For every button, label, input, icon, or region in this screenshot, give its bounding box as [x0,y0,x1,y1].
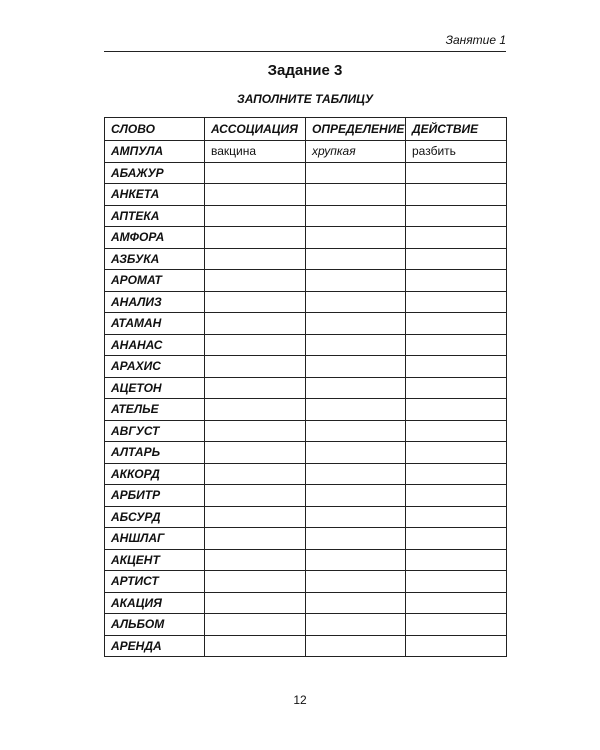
example-action: разбить [406,141,507,163]
action-cell[interactable] [406,248,507,270]
definition-cell[interactable] [306,184,406,206]
example-word: АМПУЛА [105,141,205,163]
action-cell[interactable] [406,506,507,528]
example-association: вакцина [205,141,306,163]
action-cell[interactable] [406,334,507,356]
word-cell: АПТЕКА [105,205,205,227]
action-cell[interactable] [406,162,507,184]
definition-cell[interactable] [306,227,406,249]
word-cell: АВГУСТ [105,420,205,442]
association-cell[interactable] [205,420,306,442]
table-row [105,205,507,227]
column-header-word: СЛОВО [105,118,205,141]
table-row [105,635,507,657]
word-cell: АЛЬБОМ [105,614,205,636]
definition-cell[interactable] [306,485,406,507]
association-cell[interactable] [205,463,306,485]
word-cell: АТАМАН [105,313,205,335]
definition-cell[interactable] [306,635,406,657]
table-row [105,356,507,378]
table-row [105,184,507,206]
action-cell[interactable] [406,592,507,614]
definition-cell[interactable] [306,549,406,571]
table-row [105,442,507,464]
table-header-row [105,118,507,141]
table-row [105,463,507,485]
definition-cell[interactable] [306,442,406,464]
word-cell: АКЦЕНТ [105,549,205,571]
action-cell[interactable] [406,377,507,399]
example-row [105,141,507,163]
action-cell[interactable] [406,420,507,442]
lesson-header: Занятие 1 [445,33,506,47]
page-number: 12 [293,693,307,707]
example-definition: хрупкая [306,141,406,163]
table-row [105,291,507,313]
action-cell[interactable] [406,571,507,593]
word-cell: АКАЦИЯ [105,592,205,614]
association-cell[interactable] [205,313,306,335]
word-cell: АБСУРД [105,506,205,528]
association-cell[interactable] [205,356,306,378]
word-cell: АМФОРА [105,227,205,249]
table-row [105,270,507,292]
table-row [105,313,507,335]
action-cell[interactable] [406,270,507,292]
definition-cell[interactable] [306,205,406,227]
definition-cell[interactable] [306,313,406,335]
word-cell: АРАХИС [105,356,205,378]
table-row [105,248,507,270]
table-row [105,506,507,528]
worksheet-table [104,117,507,657]
definition-cell[interactable] [306,377,406,399]
column-header-definition: ОПРЕДЕЛЕНИЕ [306,118,406,141]
association-cell[interactable] [205,442,306,464]
table-row [105,614,507,636]
action-cell[interactable] [406,399,507,421]
word-cell: АККОРД [105,463,205,485]
association-cell[interactable] [205,549,306,571]
action-cell[interactable] [406,442,507,464]
definition-cell[interactable] [306,399,406,421]
association-cell[interactable] [205,635,306,657]
word-cell: АНАЛИЗ [105,291,205,313]
action-cell[interactable] [406,356,507,378]
definition-cell[interactable] [306,592,406,614]
association-cell[interactable] [205,334,306,356]
action-cell[interactable] [406,549,507,571]
association-cell[interactable] [205,614,306,636]
column-header-action: ДЕЙСТВИЕ [406,118,507,141]
table-row [105,162,507,184]
action-cell[interactable] [406,291,507,313]
association-cell[interactable] [205,528,306,550]
action-cell[interactable] [406,614,507,636]
association-cell[interactable] [205,205,306,227]
word-cell: АЗБУКА [105,248,205,270]
definition-cell[interactable] [306,571,406,593]
word-cell: АРТИСТ [105,571,205,593]
table-row [105,528,507,550]
association-cell[interactable] [205,399,306,421]
definition-cell[interactable] [306,614,406,636]
association-cell[interactable] [205,184,306,206]
action-cell[interactable] [406,485,507,507]
association-cell[interactable] [205,270,306,292]
association-cell[interactable] [205,485,306,507]
definition-cell[interactable] [306,270,406,292]
association-cell[interactable] [205,592,306,614]
action-cell[interactable] [406,528,507,550]
definition-cell[interactable] [306,528,406,550]
action-cell[interactable] [406,313,507,335]
action-cell[interactable] [406,635,507,657]
word-cell: АТЕЛЬЕ [105,399,205,421]
association-cell[interactable] [205,571,306,593]
table-row [105,399,507,421]
definition-cell[interactable] [306,356,406,378]
association-cell[interactable] [205,248,306,270]
table-row [105,420,507,442]
word-cell: АРБИТР [105,485,205,507]
table-row [105,377,507,399]
action-cell[interactable] [406,184,507,206]
association-cell[interactable] [205,162,306,184]
task-instruction: ЗАПОЛНИТЕ ТАБЛИЦУ [236,92,374,106]
association-cell[interactable] [205,377,306,399]
definition-cell[interactable] [306,506,406,528]
association-cell[interactable] [205,291,306,313]
definition-cell[interactable] [306,420,406,442]
action-cell[interactable] [406,227,507,249]
word-cell: АЛТАРЬ [105,442,205,464]
definition-cell[interactable] [306,334,406,356]
association-cell[interactable] [205,506,306,528]
definition-cell[interactable] [306,162,406,184]
word-cell: АРОМАТ [105,270,205,292]
action-cell[interactable] [406,463,507,485]
association-cell[interactable] [205,227,306,249]
word-cell: АРЕНДА [105,635,205,657]
table-row [105,549,507,571]
definition-cell[interactable] [306,248,406,270]
definition-cell[interactable] [306,291,406,313]
action-cell[interactable] [406,205,507,227]
table-row [105,334,507,356]
word-cell: АЦЕТОН [105,377,205,399]
column-header-association: АССОЦИАЦИЯ [205,118,306,141]
word-cell: АБАЖУР [105,162,205,184]
task-title: Задание 3 [267,62,343,79]
table-row [105,571,507,593]
table-row [105,227,507,249]
table-row [105,485,507,507]
definition-cell[interactable] [306,463,406,485]
header-divider [104,51,506,52]
word-cell: АНАНАС [105,334,205,356]
word-cell: АНШЛАГ [105,528,205,550]
table-row [105,592,507,614]
word-cell: АНКЕТА [105,184,205,206]
